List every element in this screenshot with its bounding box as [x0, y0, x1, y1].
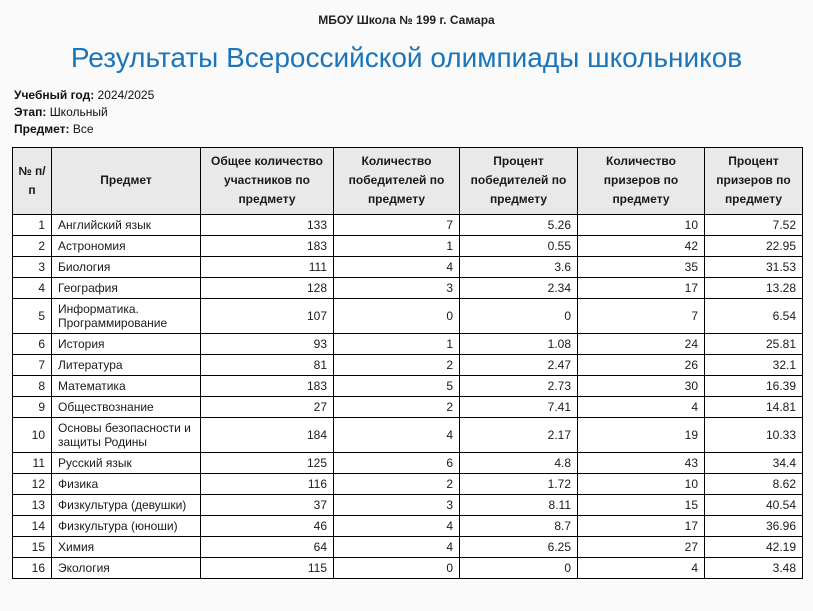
table-row	[13, 536, 803, 557]
row-number-cell: 12	[13, 473, 52, 494]
prize-percent-cell: 7.52	[705, 214, 803, 235]
prize-percent-cell: 34.4	[705, 452, 803, 473]
table-row	[13, 417, 803, 452]
prize-percent-cell: 40.54	[705, 494, 803, 515]
winners-percent-cell: 0	[460, 557, 578, 578]
subject-cell: История	[52, 333, 201, 354]
results-table	[12, 147, 803, 579]
winners-count-cell: 5	[334, 375, 460, 396]
school-name: МБОУ Школа № 199 г. Самара	[318, 13, 495, 27]
participants-cell: 128	[201, 277, 334, 298]
prize-count-cell: 43	[578, 452, 705, 473]
table-row	[13, 277, 803, 298]
winners-count-cell: 4	[334, 256, 460, 277]
row-number-cell: 15	[13, 536, 52, 557]
winners-count-cell: 1	[334, 235, 460, 256]
subject-cell: Математика	[52, 375, 201, 396]
table-row	[13, 515, 803, 536]
column-header-4: Процент победителей по предмету	[460, 148, 578, 215]
row-number-cell: 11	[13, 452, 52, 473]
participants-cell: 184	[201, 417, 334, 452]
subject-cell: Физика	[52, 473, 201, 494]
column-header-2: Общее количество участников по предмету	[201, 148, 334, 215]
prize-count-cell: 17	[578, 277, 705, 298]
filter-subject	[14, 121, 813, 138]
participants-cell: 93	[201, 333, 334, 354]
prize-count-cell: 27	[578, 536, 705, 557]
winners-percent-cell: 4.8	[460, 452, 578, 473]
participants-cell: 125	[201, 452, 334, 473]
winners-percent-cell: 3.6	[460, 256, 578, 277]
subject-cell: Английский язык	[52, 214, 201, 235]
participants-cell: 81	[201, 354, 334, 375]
column-header-5: Количество призеров по предмету	[578, 148, 705, 215]
winners-percent-cell: 1.08	[460, 333, 578, 354]
row-number-cell: 16	[13, 557, 52, 578]
table-row	[13, 452, 803, 473]
prize-count-cell: 35	[578, 256, 705, 277]
table-row	[13, 256, 803, 277]
prize-percent-cell: 8.62	[705, 473, 803, 494]
winners-percent-cell: 1.72	[460, 473, 578, 494]
filter-stage	[14, 104, 813, 121]
row-number-cell: 6	[13, 333, 52, 354]
table-row	[13, 473, 803, 494]
participants-cell: 64	[201, 536, 334, 557]
filter-subject-value: Все	[72, 122, 94, 136]
winners-count-cell: 2	[334, 354, 460, 375]
table-row	[13, 375, 803, 396]
participants-cell: 115	[201, 557, 334, 578]
column-header-3: Количество победителей по предмету	[334, 148, 460, 215]
column-header-1: Предмет	[52, 148, 201, 215]
winners-count-cell: 4	[334, 515, 460, 536]
filter-stage-value: Школьный	[49, 105, 108, 119]
participants-cell: 37	[201, 494, 334, 515]
participants-cell: 133	[201, 214, 334, 235]
table-row	[13, 235, 803, 256]
filter-year-label: Учебный год:	[14, 88, 95, 102]
subject-cell: Русский язык	[52, 452, 201, 473]
row-number-cell: 10	[13, 417, 52, 452]
prize-percent-cell: 10.33	[705, 417, 803, 452]
table-row	[13, 333, 803, 354]
prize-percent-cell: 25.81	[705, 333, 803, 354]
column-header-6: Процент призеров по предмету	[705, 148, 803, 215]
participants-cell: 116	[201, 473, 334, 494]
winners-percent-cell: 8.7	[460, 515, 578, 536]
table-row	[13, 557, 803, 578]
table-row	[13, 214, 803, 235]
winners-count-cell: 0	[334, 298, 460, 333]
prize-percent-cell: 14.81	[705, 396, 803, 417]
prize-count-cell: 10	[578, 473, 705, 494]
winners-percent-cell: 6.25	[460, 536, 578, 557]
winners-count-cell: 4	[334, 536, 460, 557]
subject-cell: Основы безопасности и защиты Родины	[52, 417, 201, 452]
row-number-cell: 14	[13, 515, 52, 536]
row-number-cell: 8	[13, 375, 52, 396]
row-number-cell: 4	[13, 277, 52, 298]
prize-count-cell: 4	[578, 396, 705, 417]
winners-percent-cell: 0	[460, 298, 578, 333]
prize-percent-cell: 13.28	[705, 277, 803, 298]
participants-cell: 46	[201, 515, 334, 536]
winners-percent-cell: 7.41	[460, 396, 578, 417]
subject-cell: География	[52, 277, 201, 298]
prize-count-cell: 30	[578, 375, 705, 396]
winners-count-cell: 1	[334, 333, 460, 354]
prize-percent-cell: 16.39	[705, 375, 803, 396]
row-number-cell: 7	[13, 354, 52, 375]
winners-count-cell: 3	[334, 277, 460, 298]
table-row	[13, 494, 803, 515]
subject-cell: Обществознание	[52, 396, 201, 417]
winners-count-cell: 2	[334, 473, 460, 494]
prize-count-cell: 26	[578, 354, 705, 375]
prize-percent-cell: 42.19	[705, 536, 803, 557]
table-header-row	[13, 148, 803, 215]
subject-cell: Химия	[52, 536, 201, 557]
subject-cell: Физкультура (девушки)	[52, 494, 201, 515]
prize-percent-cell: 31.53	[705, 256, 803, 277]
prize-percent-cell: 22.95	[705, 235, 803, 256]
prize-count-cell: 15	[578, 494, 705, 515]
prize-count-cell: 10	[578, 214, 705, 235]
filter-year	[14, 87, 813, 104]
winners-count-cell: 0	[334, 557, 460, 578]
winners-count-cell: 3	[334, 494, 460, 515]
prize-percent-cell: 32.1	[705, 354, 803, 375]
prize-count-cell: 4	[578, 557, 705, 578]
filter-year-value: 2024/2025	[97, 88, 155, 102]
participants-cell: 27	[201, 396, 334, 417]
winners-percent-cell: 0.55	[460, 235, 578, 256]
prize-count-cell: 19	[578, 417, 705, 452]
winners-percent-cell: 8.11	[460, 494, 578, 515]
participants-cell: 111	[201, 256, 334, 277]
filter-subject-label: Предмет:	[14, 122, 70, 136]
filters	[14, 87, 813, 138]
participants-cell: 183	[201, 235, 334, 256]
winners-count-cell: 4	[334, 417, 460, 452]
row-number-cell: 5	[13, 298, 52, 333]
subject-cell: Экология	[52, 557, 201, 578]
prize-count-cell: 42	[578, 235, 705, 256]
winners-percent-cell: 2.73	[460, 375, 578, 396]
subject-cell: Информатика. Программирование	[52, 298, 201, 333]
prize-percent-cell: 36.96	[705, 515, 803, 536]
subject-cell: Биология	[52, 256, 201, 277]
prize-count-cell: 24	[578, 333, 705, 354]
winners-percent-cell: 2.34	[460, 277, 578, 298]
table-row	[13, 396, 803, 417]
prize-percent-cell: 3.48	[705, 557, 803, 578]
prize-count-cell: 17	[578, 515, 705, 536]
row-number-cell: 3	[13, 256, 52, 277]
row-number-cell: 13	[13, 494, 52, 515]
subject-cell: Астрономия	[52, 235, 201, 256]
winners-percent-cell: 2.17	[460, 417, 578, 452]
prize-percent-cell: 6.54	[705, 298, 803, 333]
page-title: Результаты Всероссийской олимпиады школьников	[70, 42, 743, 73]
row-number-cell: 9	[13, 396, 52, 417]
subject-cell: Физкультура (юноши)	[52, 515, 201, 536]
row-number-cell: 1	[13, 214, 52, 235]
subject-cell: Литература	[52, 354, 201, 375]
winners-count-cell: 6	[334, 452, 460, 473]
winners-count-cell: 7	[334, 214, 460, 235]
table-row	[13, 354, 803, 375]
participants-cell: 107	[201, 298, 334, 333]
column-header-0: № п/п	[13, 148, 52, 215]
winners-count-cell: 2	[334, 396, 460, 417]
prize-count-cell: 7	[578, 298, 705, 333]
winners-percent-cell: 5.26	[460, 214, 578, 235]
filter-stage-label: Этап:	[14, 105, 47, 119]
winners-percent-cell: 2.47	[460, 354, 578, 375]
row-number-cell: 2	[13, 235, 52, 256]
table-row	[13, 298, 803, 333]
participants-cell: 183	[201, 375, 334, 396]
